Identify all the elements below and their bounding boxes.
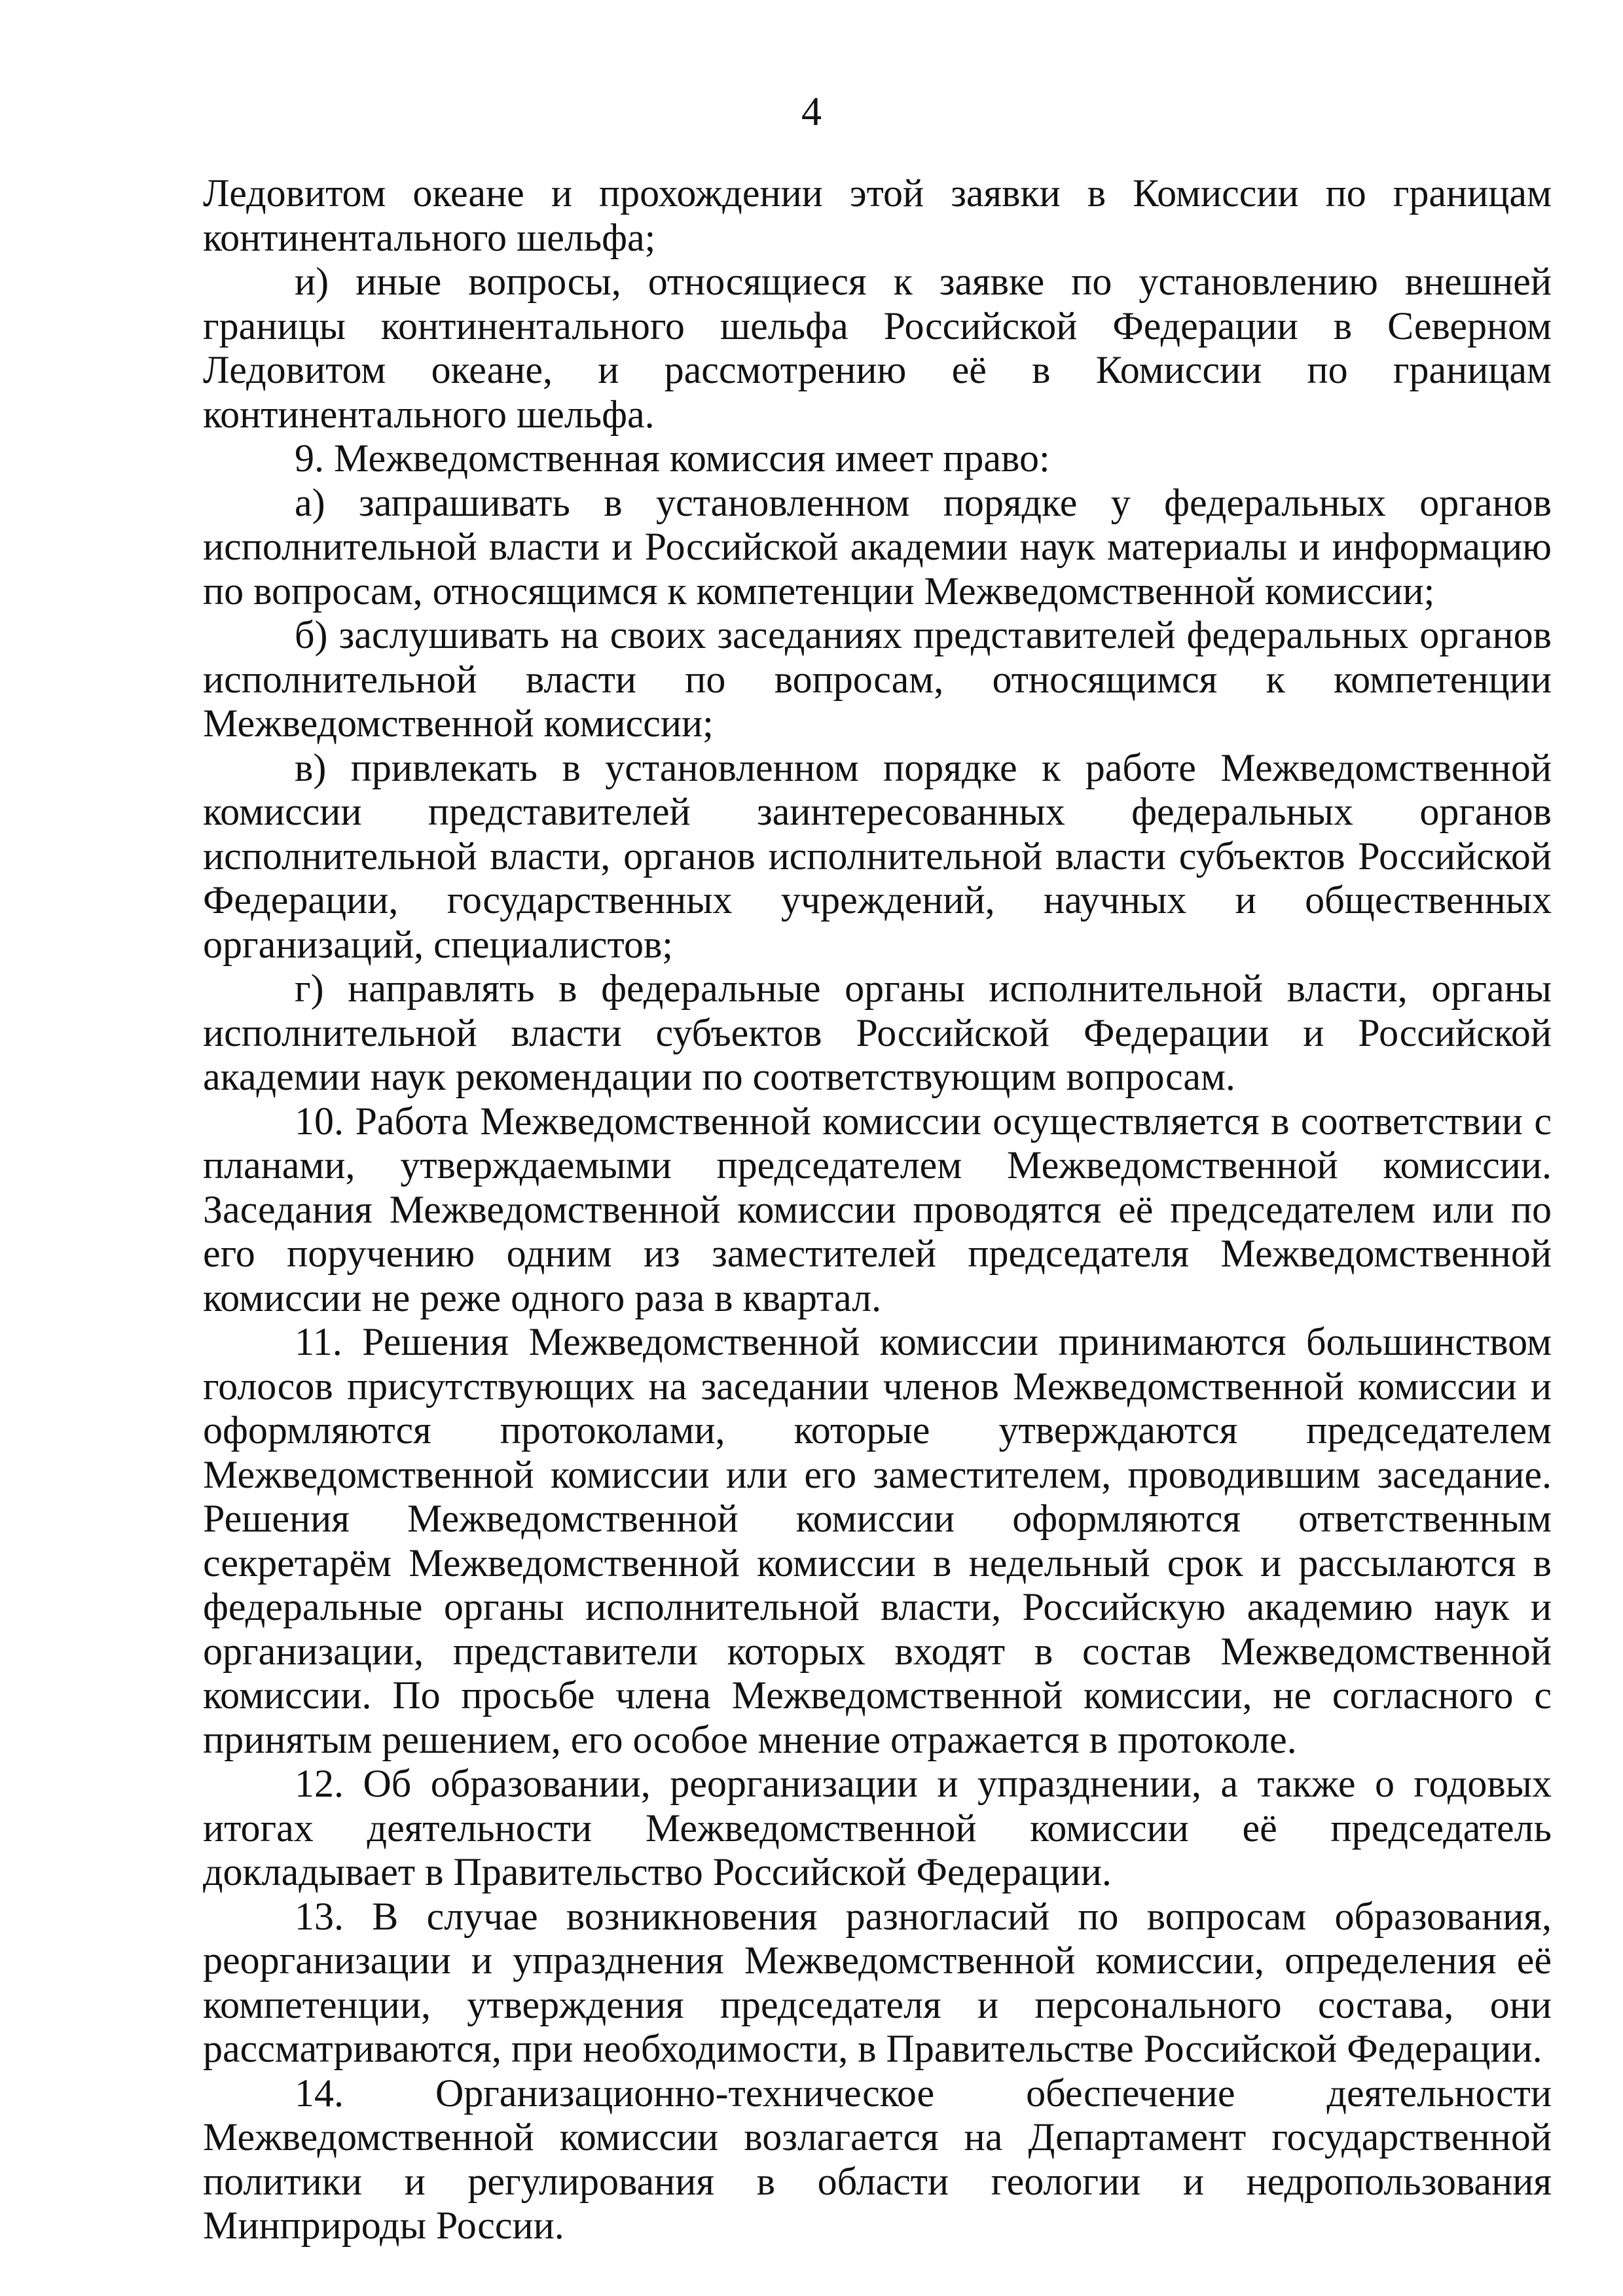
paragraph: 14. Организационно-техническое обеспечение деятельности Межведомственной комиссии возлагается на Департамент государственной политики и регулирования в области геологии и недропользования Минприроды России. bbox=[203, 2071, 1552, 2247]
page-number: 4 bbox=[801, 90, 822, 134]
paragraph: в) привлекать в установленном порядке к работе Межведомственной комиссии представителей заинтересованных федеральных органов исполнительной власти, органов исполнительной власти субъектов Российской Федерации, государственных учреждений, научных и общественных организаций, специалистов; bbox=[203, 745, 1552, 966]
paragraph: Ледовитом океане и прохождении этой заявки в Комиссии по границам континентального шельфа; bbox=[203, 171, 1552, 259]
paragraph: 13. В случае возникновения разногласий по вопросам образования, реорганизации и упразднения Межведомственной комиссии, определения её компетенции, утверждения председателя и персонального состава, они рассматриваются, при необходимости, в Правительстве Российской Федерации. bbox=[203, 1894, 1552, 2070]
paragraph: 10. Работа Межведомственной комиссии осуществляется в соответствии с планами, утверждаемыми председателем Межведомственной комиссии. Заседания Межведомственной комиссии проводятся её председателем или по его поручению одним из заместителей председателя Межведомственной комиссии не реже одного раза в квартал. bbox=[203, 1099, 1552, 1319]
paragraph: и) иные вопросы, относящиеся к заявке по установлению внешней границы континентального шельфа Российской Федерации в Северном Ледовитом океане, и рассмотрению её в Комиссии по границам континентального шельфа. bbox=[203, 260, 1552, 436]
paragraph: б) заслушивать на своих заседаниях представителей федеральных органов исполнительной власти по вопросам, относящимся к компетенции Межведомственной комиссии; bbox=[203, 613, 1552, 745]
paragraph: 11. Решения Межведомственной комиссии принимаются большинством голосов присутствующих на заседании членов Межведомственной комиссии и оформляются протоколами, которые утверждаются председателем Межведомственной комиссии или его заместителем, проводившим заседание. Решения Межведомственной комиссии оформляются ответственным секретарём Межведомственной комиссии в недельный срок и рассылаются в федеральные органы исполнительной власти, Российскую академию наук и организации, представители которых входят в состав Межведомственной комиссии. По просьбе члена Межведомственной комиссии, не согласного с принятым решением, его особое мнение отражается в протоколе. bbox=[203, 1320, 1552, 1761]
paragraph: г) направлять в федеральные органы исполнительной власти, органы исполнительной власти субъектов Российской Федерации и Российской академии наук рекомендации по соответствующим вопросам. bbox=[203, 967, 1552, 1098]
paragraph: а) запрашивать в установленном порядке у федеральных органов исполнительной власти и Российской академии наук материалы и информацию по вопросам, относящимся к компетенции Межведомственной комиссии; bbox=[203, 480, 1552, 613]
document-body bbox=[203, 171, 1552, 2248]
paragraph: 9. Межведомственная комиссия имеет право: bbox=[295, 437, 1050, 480]
paragraph: 12. Об образовании, реорганизации и упразднении, а также о годовых итогах деятельности Межведомственной комиссии её председатель докладывает в Правительство Российской Федерации. bbox=[203, 1762, 1552, 1893]
